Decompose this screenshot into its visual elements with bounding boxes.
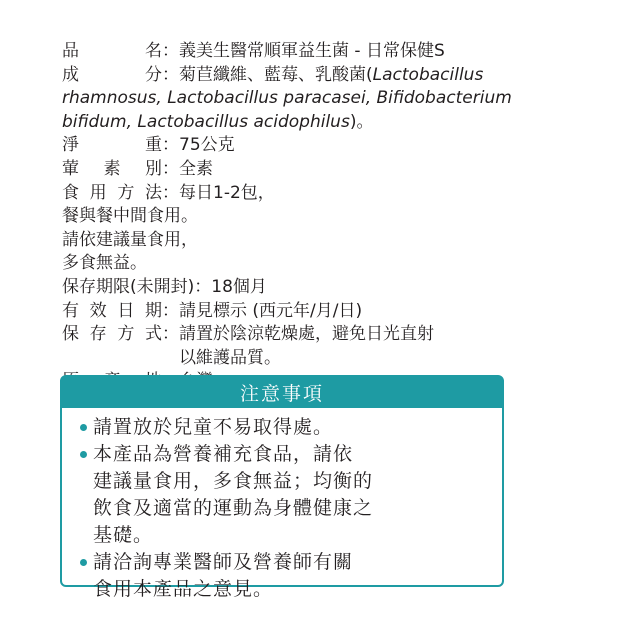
expiry-row — [62, 300, 622, 324]
usage-value: 每日1-2包， — [179, 182, 275, 203]
notice-line: 請洽詢專業醫師及營養師有關 — [93, 551, 354, 573]
notice-line: 飲食及適當的運動為身體健康之 — [93, 497, 374, 519]
expiry-value: 請見標示 (西元年/月/日) — [179, 300, 363, 321]
ingredients-label: 成分 — [62, 64, 162, 85]
ingredients-latin-3: bifidum, Lactobacillus acidophilus — [62, 111, 350, 132]
vegetarian-label: 葷素別 — [62, 158, 162, 179]
usage-line-3: 請依建議量食用， — [62, 229, 198, 250]
notice-line: 請置放於兒童不易取得處。 — [93, 416, 334, 438]
vegetarian-value: 全素 — [179, 158, 213, 179]
colon: ： — [162, 64, 179, 85]
usage-row — [62, 182, 622, 206]
notice-item-text — [93, 549, 488, 603]
bullet-icon — [80, 424, 87, 431]
storage-row — [62, 323, 622, 347]
ingredients-row — [62, 64, 622, 88]
notice-box — [60, 375, 504, 600]
notice-line: 本產品為營養補充食品，請依 — [93, 443, 354, 465]
bullet-icon — [80, 451, 87, 458]
product-name-value: 義美生醫常順軍益生菌 - 日常保健S — [179, 41, 445, 61]
notice-title: 注意事項 — [62, 377, 502, 408]
colon: ： — [162, 158, 179, 179]
ingredients-latin-3-line — [62, 111, 622, 135]
ingredients-value — [179, 64, 483, 88]
colon: ： — [194, 276, 212, 297]
storage-line-2: 以維護品質。 — [179, 347, 281, 368]
notice-item — [80, 549, 488, 603]
notice-item-text — [93, 414, 488, 441]
usage-label: 食用方法 — [62, 182, 162, 203]
shelf-life-value: 18個月 — [211, 276, 267, 297]
net-weight-value: 75公克 — [179, 135, 235, 156]
colon: ： — [162, 135, 179, 156]
notice-item-text — [93, 441, 488, 549]
storage-label: 保存方式 — [62, 324, 162, 345]
colon: ： — [162, 182, 179, 203]
ingredients-latin-2: rhamnosus, Lactobacillus paracasei, Bifidobacterium — [62, 88, 512, 109]
usage-line-4: 多食無益。 — [62, 253, 147, 274]
notice-line: 食用本產品之意見。 — [93, 578, 274, 600]
storage-value: 請置於陰涼乾燥處，避免日光直射 — [179, 324, 434, 345]
shelf-life-label: 保存期限(未開封) — [62, 276, 195, 297]
net-weight-label: 淨重 — [62, 135, 162, 156]
notice-line: 基礎。 — [93, 524, 154, 546]
product-name-row — [62, 40, 622, 64]
ingredients-suffix: )。 — [349, 111, 374, 132]
notice-line: 建議量食用，多食無益；均衡的 — [93, 470, 374, 492]
ingredients-prefix: 菊苣纖維、藍莓、乳酸菌( — [179, 64, 373, 85]
product-name-label: 品名 — [62, 41, 162, 61]
product-info — [62, 40, 622, 394]
bullet-icon — [80, 559, 87, 566]
ingredients-latin-1: Lactobacillus — [372, 64, 484, 85]
net-weight-row — [62, 134, 622, 158]
vegetarian-row — [62, 158, 622, 182]
colon: ： — [162, 300, 179, 321]
colon: ： — [162, 324, 179, 345]
expiry-label: 有效日期 — [62, 300, 162, 321]
notice-item — [80, 414, 488, 441]
notice-item — [80, 441, 488, 549]
colon: ： — [162, 41, 179, 61]
shelf-life-row — [62, 276, 622, 300]
notice-list — [62, 408, 502, 603]
usage-line-2: 餐與餐中間食用。 — [62, 206, 198, 227]
